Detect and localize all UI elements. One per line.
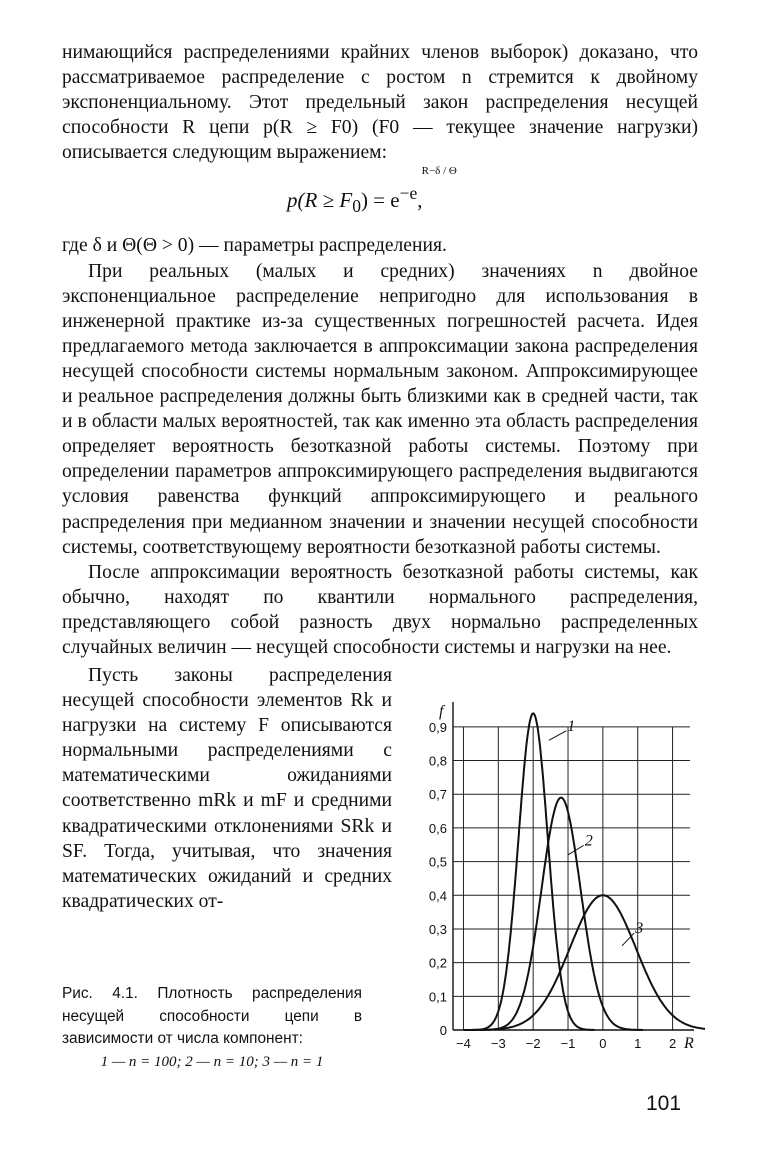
y-tick-label: 0,5 (428, 854, 447, 870)
figure-caption (62, 983, 362, 1073)
formula-lhs: p(R ≥ F (287, 188, 353, 213)
density-chart (405, 700, 705, 1080)
x-tick-label: −4 (456, 1036, 471, 1051)
y-tick-label: 0,3 (428, 921, 447, 937)
x-tick-label: 1 (634, 1036, 642, 1051)
x-tick-label: −3 (490, 1036, 506, 1051)
formula-eq: ) = e (360, 188, 400, 213)
x-tick-label: 0 (599, 1036, 607, 1051)
paragraph-5: Пусть законы распределения несущей способности элементов Rk и нагрузки на систему F описываются нормальными распределениями с математическими ожиданиями соответственно mRk и mF и средними квадратическими отклонениями SRk и SF. Тогда, учитывая, что значения математических ожиданий и средних квадратических от- (62, 665, 392, 912)
formula (62, 165, 698, 223)
side-text (62, 663, 392, 914)
y-tick-label: 0,8 (428, 753, 447, 769)
series-label-leader (549, 731, 566, 740)
y-axis-label: f (439, 703, 444, 720)
formula-expression (287, 165, 457, 219)
y-tick-label: 0,9 (428, 719, 447, 735)
series-label-2: 2 (584, 832, 593, 850)
caption-text: Рис. 4.1. Плотность распределения несущей способности цепи в зависимости от числа компонент: (62, 985, 362, 1047)
formula-tail: , (417, 188, 423, 213)
main-text (62, 40, 698, 660)
series-line-2 (479, 798, 643, 1030)
page-number: 101 (646, 1092, 682, 1115)
formula-exp2: R−δ / Θ (421, 165, 457, 178)
series-label-3: 3 (635, 919, 644, 937)
paragraph-3: При реальных (малых и средних) значениях n двойное экспоненциальное распределение непригодно для использования в инженерной практике из-за существенных погрешностей расчета. Идея предлагаемого метода заключается в аппроксимации закона распределения несущей способности системы нормальным законом. Аппроксимирующее и реальное распределения должны быть близкими как в средней части, так и в области малых вероятностей, так как именно эта область распределения определяет вероятность безотказной работы системы. Поэтому при определении параметров аппроксимирующего распределения выдвигаются условия равенства функций аппроксимирующего и реального распределения при медианном значении и значении несущей способности системы, соответствующему вероятности безотказной работы системы. (62, 260, 698, 558)
y-tick-label: 0,1 (428, 989, 447, 1005)
caption-legend: 1 — n = 100; 2 — n = 10; 3 — n = 1 (100, 1053, 324, 1070)
y-tick-label: 0,4 (428, 888, 447, 904)
x-tick-label: 2 (668, 1036, 677, 1051)
x-tick-label: −1 (560, 1036, 576, 1051)
formula-lhs-sub: 0 (352, 196, 361, 217)
x-axis-label: R (684, 1035, 694, 1052)
paragraph-2: где δ и Θ(Θ > 0) — параметры распределения. (62, 235, 447, 257)
y-tick-label: 0 (439, 1023, 447, 1038)
y-tick-label: 0,7 (428, 787, 447, 803)
y-tick-label: 0,6 (428, 820, 447, 836)
y-tick-label: 0,2 (428, 955, 447, 971)
paragraph-1: нимающийся распределениями крайних членов выборок) доказано, что рассматриваемое распределение с ростом n стремится к двойному экспоненциальному. Этот предельный закон распределения несущей способности R цепи p(R ≥ F0) (F0 — текущее значение нагрузки) описывается следующим выражением: (62, 42, 698, 164)
paragraph-4: После аппроксимации вероятность безотказной работы системы, как обычно, находят по квантили нормального распределения, представляющего собой разность двух нормально распределенных случайных величин — несущей способности системы и нагрузки на нее. (62, 561, 698, 658)
series-label-1: 1 (567, 717, 576, 735)
formula-exp1: −e (399, 183, 418, 204)
x-tick-label: −2 (525, 1036, 541, 1051)
